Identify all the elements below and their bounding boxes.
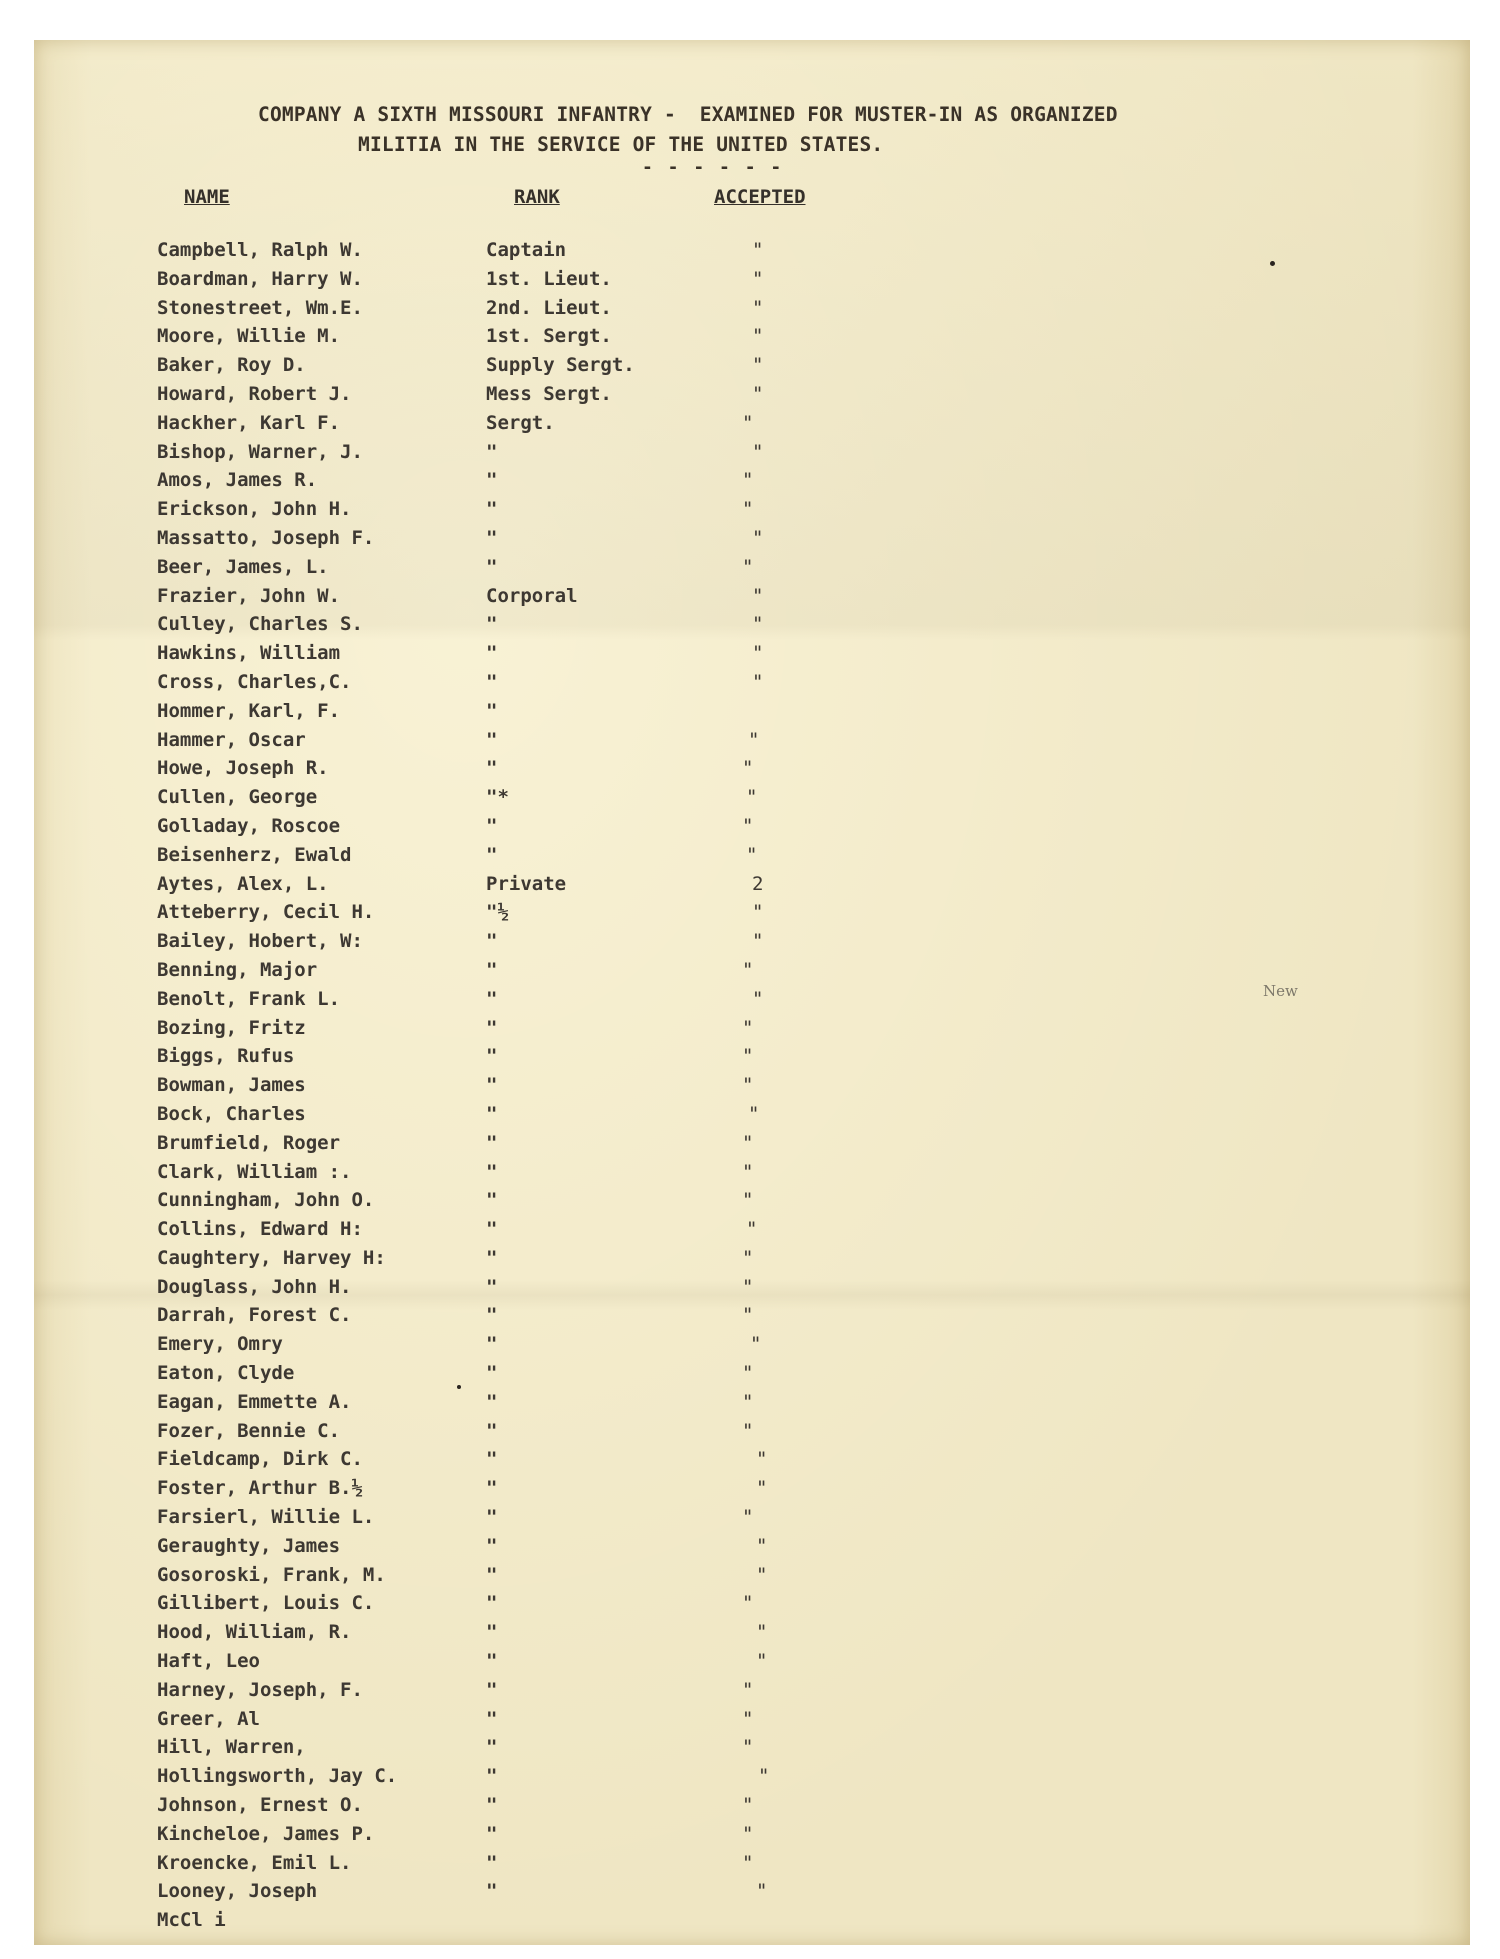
roster-row bbox=[0, 1733, 1500, 1762]
roster-name: Kroencke, Emil L. bbox=[157, 1851, 352, 1874]
roster-row bbox=[0, 236, 1500, 265]
roster-rank: " bbox=[486, 1650, 498, 1673]
roster-row bbox=[0, 639, 1500, 668]
roster-name: Hackher, Karl F. bbox=[157, 411, 341, 434]
roster-rank: " bbox=[486, 1189, 498, 1212]
roster-row bbox=[0, 1503, 1500, 1532]
roster-row bbox=[0, 754, 1500, 783]
roster-name: Campbell, Ralph W. bbox=[157, 239, 363, 261]
roster-name: Hawkins, William bbox=[157, 642, 341, 665]
roster-row bbox=[0, 553, 1500, 582]
roster-row bbox=[0, 1618, 1500, 1647]
roster-row bbox=[0, 322, 1500, 351]
roster-name: Bozing, Fritz bbox=[157, 1016, 306, 1039]
roster-accepted: " bbox=[752, 613, 764, 636]
roster-name: Caughtery, Harvey H: bbox=[157, 1246, 386, 1269]
roster-name: Bock, Charles bbox=[157, 1102, 306, 1125]
roster-rank: " bbox=[486, 670, 498, 693]
roster-accepted: " bbox=[752, 267, 764, 290]
roster-name: Kincheloe, James P. bbox=[157, 1822, 375, 1845]
roster-row bbox=[0, 265, 1500, 294]
roster-name: Farsierl, Willie L. bbox=[157, 1506, 375, 1529]
roster-rank: " bbox=[486, 498, 498, 521]
roster-row bbox=[0, 466, 1500, 495]
roster-row bbox=[0, 1071, 1500, 1100]
roster-name: Aytes, Alex, L. bbox=[157, 872, 329, 895]
roster-row bbox=[0, 1273, 1500, 1302]
ink-dot bbox=[457, 1385, 461, 1389]
roster-rank: " bbox=[486, 1131, 498, 1154]
roster-name: Bailey, Hobert, W: bbox=[157, 930, 363, 953]
roster-row bbox=[0, 294, 1500, 323]
roster-row bbox=[0, 783, 1500, 812]
ink-dot bbox=[1270, 261, 1275, 266]
roster-name: Harney, Joseph, F. bbox=[157, 1678, 363, 1701]
roster-name: Stonestreet, Wm.E. bbox=[157, 296, 363, 319]
roster-rank: " bbox=[486, 1765, 498, 1788]
roster-name: McCl i bbox=[157, 1909, 226, 1932]
roster-name: Hommer, Karl, F. bbox=[157, 699, 341, 722]
roster-name: Greer, Al bbox=[157, 1707, 260, 1730]
title-line-1: COMPANY A SIXTH MISSOURI INFANTRY - EXAMINED FOR MUSTER-IN AS ORGANIZED bbox=[258, 103, 1118, 126]
roster-accepted: " bbox=[742, 958, 754, 981]
roster-name: Cullen, George bbox=[157, 786, 318, 809]
roster-rank: " bbox=[486, 843, 498, 866]
roster-row bbox=[0, 1186, 1500, 1215]
roster-accepted: " bbox=[742, 1246, 754, 1269]
roster-row bbox=[0, 1820, 1500, 1849]
roster-accepted: " bbox=[742, 1074, 754, 1097]
roster-rank: " bbox=[486, 1275, 498, 1298]
roster-name: Clark, William :. bbox=[157, 1160, 352, 1183]
column-header-rank: RANK bbox=[514, 186, 560, 208]
roster-accepted: " bbox=[748, 728, 760, 751]
roster-accepted: " bbox=[756, 1621, 768, 1644]
roster-name: Benolt, Frank L. bbox=[157, 987, 341, 1010]
roster-name: Beisenherz, Ewald bbox=[157, 843, 352, 866]
roster-row bbox=[0, 668, 1500, 697]
roster-row bbox=[0, 1042, 1500, 1071]
roster-row bbox=[0, 1561, 1500, 1590]
roster-accepted: " bbox=[756, 1448, 768, 1471]
roster-accepted: " bbox=[752, 526, 764, 549]
roster-name: Gosoroski, Frank, M. bbox=[157, 1563, 386, 1586]
roster-name: Bishop, Warner, J. bbox=[157, 440, 363, 463]
roster-rank: " bbox=[486, 757, 498, 780]
roster-row bbox=[0, 956, 1500, 985]
roster-accepted: " bbox=[758, 1765, 770, 1788]
roster-rank: " bbox=[486, 1419, 498, 1442]
roster-rank: " bbox=[486, 1333, 498, 1356]
roster-accepted: " bbox=[752, 642, 764, 665]
roster-accepted: " bbox=[742, 1304, 754, 1327]
roster-rank: 1st. Lieut. bbox=[486, 267, 612, 290]
roster-name: Bowman, James bbox=[157, 1074, 306, 1097]
roster-accepted: " bbox=[742, 1678, 754, 1701]
roster-accepted: " bbox=[742, 757, 754, 780]
roster-rank: " bbox=[486, 1563, 498, 1586]
roster-rank: " bbox=[486, 1362, 498, 1385]
roster-rank: " bbox=[486, 1160, 498, 1183]
roster-row bbox=[0, 1589, 1500, 1618]
roster-rank: " bbox=[486, 1016, 498, 1039]
roster-rank: "½ bbox=[486, 901, 509, 924]
title-line-2: MILITIA IN THE SERVICE OF THE UNITED STATES. bbox=[358, 133, 884, 156]
roster-accepted: " bbox=[742, 1160, 754, 1183]
roster-name: Moore, Willie M. bbox=[157, 325, 341, 348]
roster-row bbox=[0, 1647, 1500, 1676]
roster-accepted: " bbox=[752, 901, 764, 924]
roster-accepted: " bbox=[742, 498, 754, 521]
roster-accepted: " bbox=[746, 786, 758, 809]
roster-accepted: " bbox=[752, 670, 764, 693]
roster-row bbox=[0, 582, 1500, 611]
roster-name: Hill, Warren, bbox=[157, 1736, 306, 1759]
roster-accepted: " bbox=[742, 1390, 754, 1413]
roster-row bbox=[0, 697, 1500, 726]
roster-rank: " bbox=[486, 930, 498, 953]
roster-accepted: " bbox=[742, 1736, 754, 1759]
roster-name: Collins, Edward H: bbox=[157, 1218, 363, 1241]
roster-rank: Supply Sergt. bbox=[486, 354, 635, 377]
roster-name: Haft, Leo bbox=[157, 1650, 260, 1673]
roster-rank: " bbox=[486, 440, 498, 463]
roster-row bbox=[0, 1100, 1500, 1129]
roster-rank: " bbox=[486, 1304, 498, 1327]
roster-accepted: " bbox=[752, 325, 764, 348]
column-header-accepted: ACCEPTED bbox=[714, 186, 806, 208]
roster-accepted: " bbox=[742, 469, 754, 492]
roster-accepted: " bbox=[756, 1880, 768, 1903]
roster-row bbox=[0, 438, 1500, 467]
roster-rank: " bbox=[486, 613, 498, 636]
roster-accepted: " bbox=[742, 1045, 754, 1068]
column-header-name: NAME bbox=[184, 186, 230, 208]
roster-row bbox=[0, 1129, 1500, 1158]
roster-accepted: " bbox=[742, 1419, 754, 1442]
roster-accepted: " bbox=[742, 814, 754, 837]
roster-rank: " bbox=[486, 987, 498, 1010]
roster-accepted: " bbox=[756, 1563, 768, 1586]
roster-name: Darrah, Forest C. bbox=[157, 1304, 352, 1327]
roster-row bbox=[0, 1791, 1500, 1820]
roster-accepted: " bbox=[756, 1477, 768, 1500]
roster-accepted: 2 bbox=[752, 872, 764, 895]
roster-accepted: " bbox=[752, 930, 764, 953]
roster-rank: Mess Sergt. bbox=[486, 382, 612, 405]
roster-name: Emery, Omry bbox=[157, 1333, 283, 1356]
roster-rank: " bbox=[486, 1851, 498, 1874]
roster-rank: " bbox=[486, 1045, 498, 1068]
roster-accepted: " bbox=[752, 354, 764, 377]
roster-row bbox=[0, 524, 1500, 553]
roster-name: Looney, Joseph bbox=[157, 1880, 318, 1903]
roster-name: Hood, William, R. bbox=[157, 1621, 352, 1644]
title-separator: - - - - - - bbox=[642, 157, 784, 178]
roster-rank: " bbox=[486, 699, 498, 722]
roster-rank: "* bbox=[486, 786, 509, 809]
roster-accepted: " bbox=[746, 1218, 758, 1241]
roster-row bbox=[0, 1417, 1500, 1446]
roster-name: Culley, Charles S. bbox=[157, 613, 363, 636]
roster-row bbox=[0, 898, 1500, 927]
roster-row bbox=[0, 1215, 1500, 1244]
roster-rank: " bbox=[486, 1102, 498, 1125]
roster-accepted: " bbox=[748, 1102, 760, 1125]
roster-rank: Captain bbox=[486, 239, 567, 261]
roster-name: Hollingsworth, Jay C. bbox=[157, 1765, 398, 1788]
roster-list bbox=[0, 236, 1500, 1935]
roster-name: Howe, Joseph R. bbox=[157, 757, 329, 780]
roster-row bbox=[0, 1906, 1500, 1935]
roster-accepted: " bbox=[752, 296, 764, 319]
roster-accepted: " bbox=[756, 1650, 768, 1673]
roster-accepted: " bbox=[752, 584, 764, 607]
roster-accepted: " bbox=[742, 1707, 754, 1730]
roster-name: Cunningham, John O. bbox=[157, 1189, 375, 1212]
roster-row bbox=[0, 1705, 1500, 1734]
roster-rank: " bbox=[486, 1736, 498, 1759]
roster-rank: " bbox=[486, 1074, 498, 1097]
roster-accepted: " bbox=[746, 843, 758, 866]
roster-rank: " bbox=[486, 958, 498, 981]
roster-name: Boardman, Harry W. bbox=[157, 267, 363, 290]
roster-name: Baker, Roy D. bbox=[157, 354, 306, 377]
roster-name: Atteberry, Cecil H. bbox=[157, 901, 375, 924]
roster-row bbox=[0, 870, 1500, 899]
roster-rank: " bbox=[486, 1506, 498, 1529]
roster-name: Biggs, Rufus bbox=[157, 1045, 295, 1068]
roster-rank: " bbox=[486, 1621, 498, 1644]
roster-rank: " bbox=[486, 1477, 498, 1500]
roster-name: Cross, Charles,C. bbox=[157, 670, 352, 693]
roster-rank: " bbox=[486, 1707, 498, 1730]
roster-name: Eagan, Emmette A. bbox=[157, 1390, 352, 1413]
roster-rank: " bbox=[486, 642, 498, 665]
roster-name: Massatto, Joseph F. bbox=[157, 526, 375, 549]
document-title bbox=[258, 100, 1118, 160]
roster-row bbox=[0, 1244, 1500, 1273]
roster-name: Frazier, John W. bbox=[157, 584, 341, 607]
roster-accepted: " bbox=[742, 1592, 754, 1615]
roster-row bbox=[0, 812, 1500, 841]
roster-name: Fieldcamp, Dirk C. bbox=[157, 1448, 363, 1471]
roster-accepted: " bbox=[742, 1189, 754, 1212]
roster-row bbox=[0, 409, 1500, 438]
roster-accepted: " bbox=[752, 382, 764, 405]
margin-note: New bbox=[1263, 982, 1298, 1000]
roster-row bbox=[0, 1014, 1500, 1043]
roster-rank: " bbox=[486, 1390, 498, 1413]
roster-row bbox=[0, 1474, 1500, 1503]
roster-row bbox=[0, 1676, 1500, 1705]
roster-accepted: " bbox=[742, 411, 754, 434]
roster-rank: " bbox=[486, 1794, 498, 1817]
roster-row bbox=[0, 841, 1500, 870]
roster-accepted: " bbox=[756, 1534, 768, 1557]
roster-row bbox=[0, 1849, 1500, 1878]
roster-rank: Sergt. bbox=[486, 411, 555, 434]
roster-name: Eaton, Clyde bbox=[157, 1362, 295, 1385]
roster-name: Amos, James R. bbox=[157, 469, 318, 492]
roster-accepted: " bbox=[742, 1822, 754, 1845]
roster-name: Johnson, Ernest O. bbox=[157, 1794, 363, 1817]
roster-row bbox=[0, 726, 1500, 755]
roster-accepted: " bbox=[752, 987, 764, 1010]
roster-row bbox=[0, 1762, 1500, 1791]
roster-rank: 2nd. Lieut. bbox=[486, 296, 612, 319]
roster-name: Benning, Major bbox=[157, 958, 318, 981]
roster-rank: " bbox=[486, 814, 498, 837]
roster-rank: " bbox=[486, 1880, 498, 1903]
roster-accepted: " bbox=[752, 440, 764, 463]
roster-accepted: " bbox=[742, 1794, 754, 1817]
roster-rank: " bbox=[486, 555, 498, 578]
roster-rank: " bbox=[486, 526, 498, 549]
roster-rank: " bbox=[486, 1678, 498, 1701]
roster-accepted: " bbox=[742, 555, 754, 578]
roster-row bbox=[0, 1877, 1500, 1906]
roster-name: Brumfield, Roger bbox=[157, 1131, 341, 1154]
roster-accepted: " bbox=[742, 1016, 754, 1039]
roster-rank: " bbox=[486, 1592, 498, 1615]
roster-name: Fozer, Bennie C. bbox=[157, 1419, 341, 1442]
roster-rank: " bbox=[486, 469, 498, 492]
roster-row bbox=[0, 1445, 1500, 1474]
roster-accepted: " bbox=[742, 1362, 754, 1385]
roster-name: Beer, James, L. bbox=[157, 555, 329, 578]
roster-accepted: " bbox=[742, 1506, 754, 1529]
roster-rank: " bbox=[486, 1448, 498, 1471]
roster-row bbox=[0, 1532, 1500, 1561]
roster-row bbox=[0, 495, 1500, 524]
roster-row bbox=[0, 1388, 1500, 1417]
roster-rank: Corporal bbox=[486, 584, 578, 607]
roster-accepted: " bbox=[752, 239, 764, 261]
roster-accepted: " bbox=[742, 1275, 754, 1298]
roster-name: Golladay, Roscoe bbox=[157, 814, 341, 837]
roster-row bbox=[0, 927, 1500, 956]
roster-row bbox=[0, 1359, 1500, 1388]
roster-rank: 1st. Sergt. bbox=[486, 325, 612, 348]
roster-row bbox=[0, 351, 1500, 380]
roster-accepted: " bbox=[750, 1333, 762, 1356]
roster-rank: " bbox=[486, 1218, 498, 1241]
roster-rank: " bbox=[486, 728, 498, 751]
roster-rank: " bbox=[486, 1534, 498, 1557]
roster-name: Douglass, John H. bbox=[157, 1275, 352, 1298]
roster-name: Geraughty, James bbox=[157, 1534, 341, 1557]
roster-row bbox=[0, 380, 1500, 409]
roster-rank: " bbox=[486, 1246, 498, 1269]
roster-row bbox=[0, 610, 1500, 639]
roster-row bbox=[0, 1301, 1500, 1330]
roster-rank: Private bbox=[486, 872, 567, 895]
roster-name: Erickson, John H. bbox=[157, 498, 352, 521]
roster-name: Hammer, Oscar bbox=[157, 728, 306, 751]
roster-accepted: " bbox=[742, 1851, 754, 1874]
roster-name: Foster, Arthur B.½ bbox=[157, 1477, 363, 1500]
roster-rank: " bbox=[486, 1822, 498, 1845]
roster-accepted: " bbox=[742, 1131, 754, 1154]
roster-row bbox=[0, 1330, 1500, 1359]
roster-name: Gillibert, Louis C. bbox=[157, 1592, 375, 1615]
roster-name: Howard, Robert J. bbox=[157, 382, 352, 405]
roster-row bbox=[0, 1158, 1500, 1187]
